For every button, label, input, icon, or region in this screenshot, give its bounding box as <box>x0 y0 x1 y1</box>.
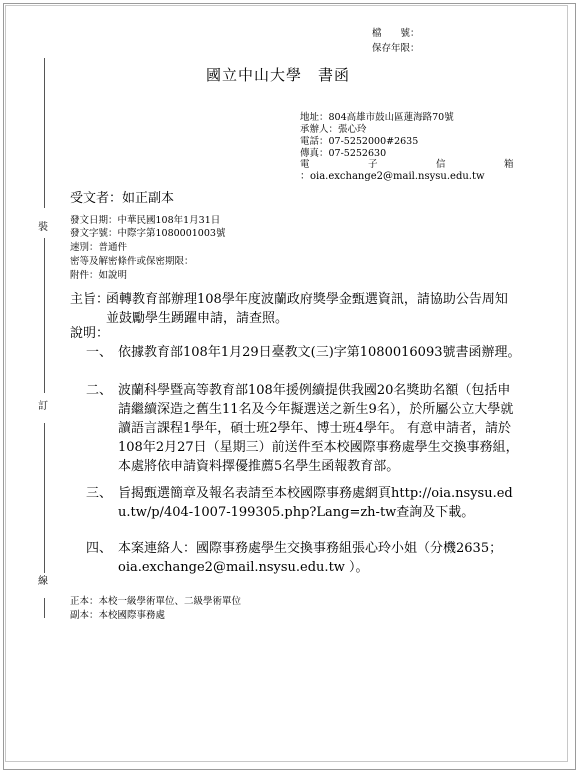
email-label-char-1: 電 <box>300 159 310 170</box>
email-label-char-4: 箱 <box>504 159 514 170</box>
sender-contact: 承辦人：張心玲 <box>300 124 367 135</box>
sender-email: ：oia.exchange2@mail.nsysu.edu.tw <box>300 171 485 182</box>
document-number: 發文字號：中際字第1080001003號 <box>70 228 226 239</box>
item-text: 依據教育部108年1月29日臺教文(三)字第1080016093號書函辦理。 <box>118 345 521 360</box>
file-number-label: 檔 號： <box>372 28 420 39</box>
email-label-char-2: 子 <box>368 159 378 170</box>
item-text: 波蘭科學暨高等教育部108年援例續提供我國20名獎助名額（包括申請繼續深造之舊生11名及今年擬選送之新生9名），於所屬公立大學就讀語言課程1學年，碩士班2學年、博士班4學年。 有意申請者，請於108年2月27日（星期三）前送件至本校國際事務處學生交換事務組，本處將依申請資料擇優推薦5名學生函報教育部。 <box>118 383 519 474</box>
explanation-item-2 <box>86 381 522 476</box>
explanation-item-1 <box>86 343 522 362</box>
email-label-char-3: 信 <box>436 159 446 170</box>
binding-mark-xian: 線 <box>38 576 48 587</box>
issue-date: 發文日期：中華民國108年1月31日 <box>70 215 221 226</box>
item-number: 一、 <box>86 345 113 360</box>
explanation-label: 說明： <box>70 326 110 341</box>
item-number: 三、 <box>86 486 113 501</box>
explanation-item-3 <box>86 484 522 522</box>
main-copy-recipients: 正本：本校一級學術單位、二級學術單位 <box>70 596 242 607</box>
sender-phone: 電話：07-5252000#2635 <box>300 136 419 147</box>
binding-mark-ding: 訂 <box>38 401 48 412</box>
item-number: 四、 <box>86 541 113 556</box>
sender-fax: 傳真：07-5252630 <box>300 148 387 159</box>
attachment: 附件：如說明 <box>70 270 128 281</box>
letter-title: 國立中山大學 書函 <box>206 66 351 84</box>
subject-block <box>70 290 520 328</box>
item-text: 本案連絡人：國際事務處學生交換事務組張心玲小姐（分機2635；oia.exchange2@mail.nsysu.edu.tw ）。 <box>118 541 503 575</box>
security-level: 密等及解密條件或保密期限： <box>70 256 194 267</box>
subject-text: 函轉教育部辦理108學年度波蘭政府獎學金甄選資訊，請協助公告周知並鼓勵學生踴躍申請，請查照。 <box>106 292 508 326</box>
binding-mark-zhuang: 裝 <box>38 222 48 233</box>
secondary-copy-recipients: 副本：本校國際事務處 <box>70 610 166 621</box>
subject-label: 主旨： <box>70 292 110 307</box>
sender-address: 地址：804高雄市鼓山區蓮海路70號 <box>300 112 454 123</box>
delivery-speed: 速別：普通件 <box>70 242 128 253</box>
explanation-item-4 <box>86 539 522 577</box>
retention-period-label: 保存年限： <box>372 43 420 54</box>
recipient: 受文者：如正副本 <box>70 191 175 206</box>
item-number: 二、 <box>86 383 113 398</box>
binding-line <box>44 58 45 618</box>
item-text: 旨揭甄選簡章及報名表請至本校國際事務處網頁http://oia.nsysu.edu.tw/p/404-1007-199305.php?Lang=zh-tw查詢及下載。 <box>118 486 513 520</box>
